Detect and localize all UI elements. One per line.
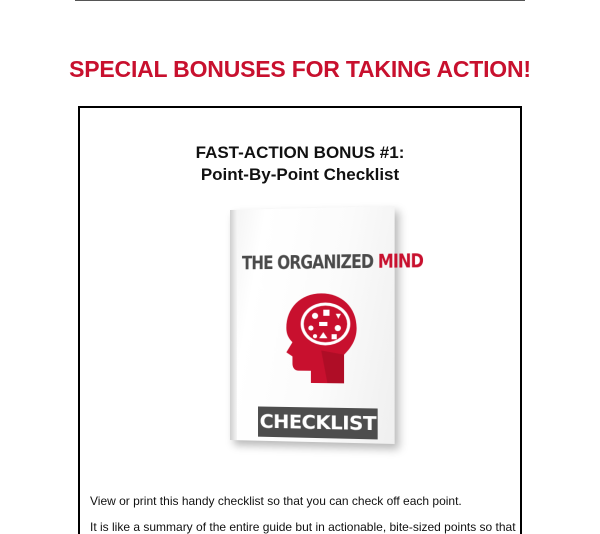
- brain-head-icon: [280, 289, 363, 388]
- cover-title-main: THE ORGANIZED: [241, 249, 378, 275]
- bonus-title-line2: Point-By-Point Checklist: [200, 165, 400, 184]
- top-divider: [75, 0, 525, 1]
- book-spine: [230, 210, 237, 440]
- bonus-title-line1: FAST-ACTION BONUS #1:: [195, 143, 405, 162]
- cover-title: [241, 248, 424, 275]
- checklist-band: CHECKLIST: [258, 406, 378, 439]
- book-cover: [230, 206, 424, 444]
- special-bonuses-headline: SPECIAL BONUSES FOR TAKING ACTION!: [69, 56, 531, 82]
- checklist-cover-image: [230, 210, 424, 446]
- bonus-title: [80, 142, 520, 186]
- bonus-paragraph-1: View or print this handy checklist so that you can check off each point.: [90, 494, 462, 508]
- bonus-box: [78, 106, 522, 534]
- bonus-paragraph-2: It is like a summary of the entire guide but in actionable, bite-sized points so that: [90, 520, 516, 534]
- cover-title-accent: MIND: [377, 248, 424, 273]
